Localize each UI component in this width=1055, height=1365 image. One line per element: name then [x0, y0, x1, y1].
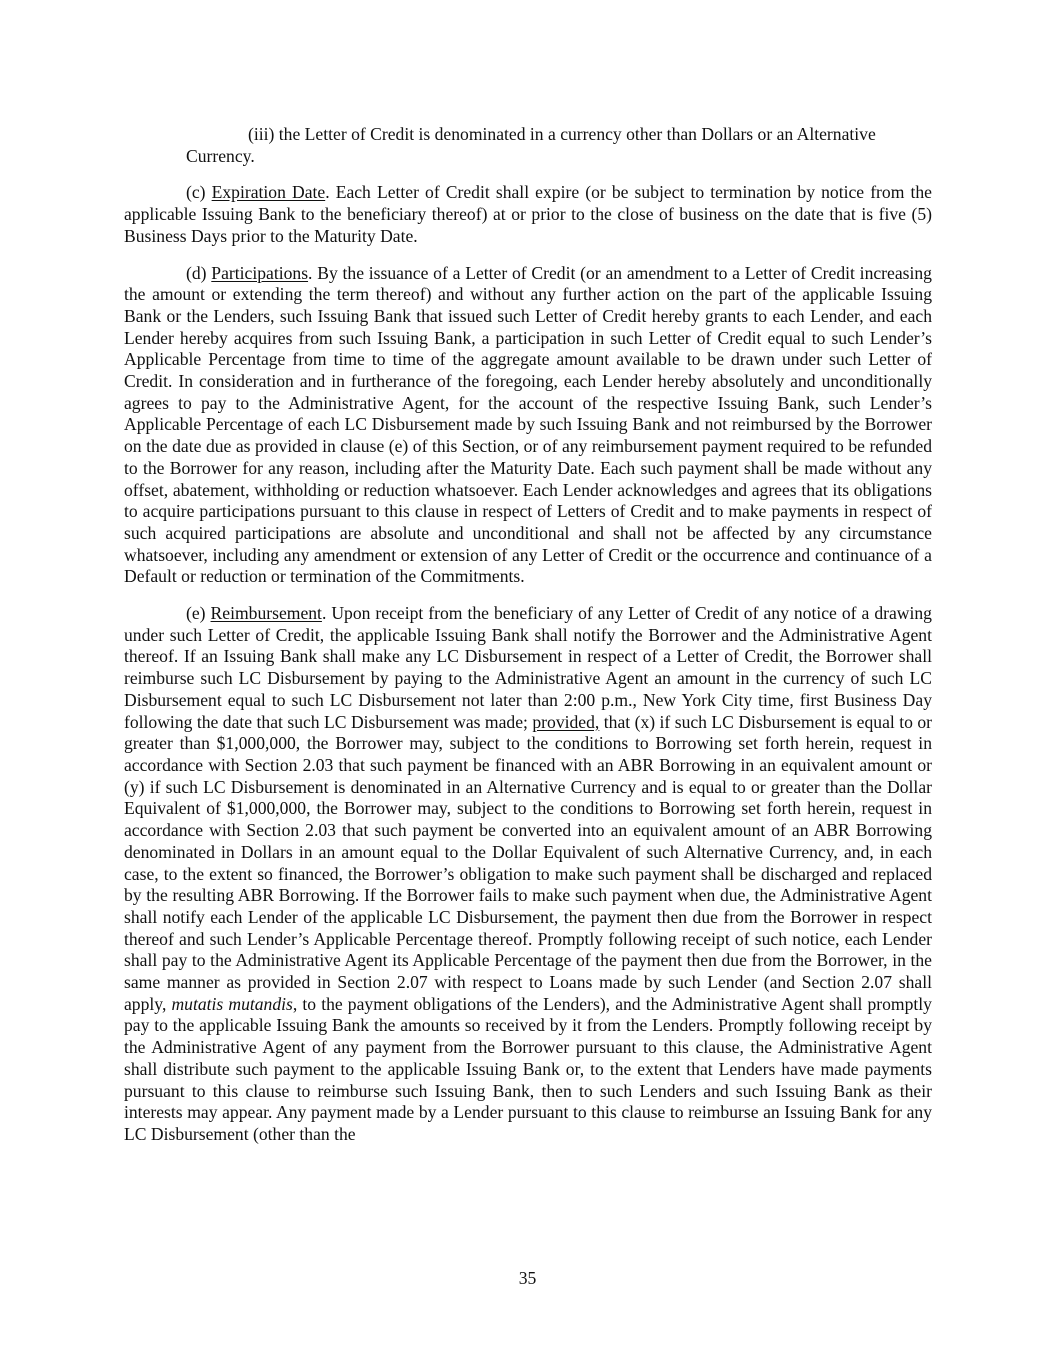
section-d-body: . By the issuance of a Letter of Credit (or an amendment to a Letter of Credit increasing the amount or extending the term thereof) and without any further action on the part of the applicable Issuing Bank or the Lenders, such Issuing Bank that issued such Letter of Credit hereby grants to each Lender, and each Lender hereby acquires from such Issuing Bank, a participation in such Letter of Credit equal to such Lender’s Applicable Percentage from time to time of the aggregate amount available to be drawn under such Letter of Credit. In consideration and in furtherance of the foregoing, each Lender hereby absolutely and unconditionally agrees to pay to the Administrative Agent, for the account of the respective Issuing Bank, such Lender’s Applicable Percentage of each LC Disbursement made by such Issuing Bank and not reimbursed by the Borrower on the date due as provided in clause (e) of this Section, or of any reimbursement payment required to be refunded to the Borrower for any reason, including after the Maturity Date. Each such payment shall be made without any offset, abatement, withholding or reduction whatsoever. Each Lender acknowledges and agrees that its obligations to acquire participations pursuant to this clause in respect of Letters of Credit and to make payments in respect of such acquired participations are absolute and unconditional and shall not be affected by any circumstance whatsoever, including any amendment or extension of any Letter of Credit or the occurrence and continuance of a Default or reduction or termination of the Commitments.	[124, 262, 932, 587]
clause-iii-text: (iii) the Letter of Credit is denominated in a currency other than Dollars or an Alternative Currency.	[186, 124, 876, 166]
section-d-participations	[124, 263, 932, 589]
section-c-body: . Each Letter of Credit shall expire (or be subject to termination by notice from the applicable Issuing Bank to the beneficiary thereof) at or prior to the close of business on the date that is five (5) Business Days prior to the Maturity Date.	[124, 182, 932, 246]
section-c-heading: Expiration Date	[211, 182, 326, 203]
section-d-heading: Participations	[211, 262, 309, 283]
section-e-body-2: that (x) if such LC Disbursement is equal to or greater than $1,000,000, the Borrower may, subject to the conditions to Borrowing set forth herein, request in accordance with Section 2.03 that such payment be financed with an ABR Borrowing in an equivalent amount or (y) if such LC Disbursement is denominated in an Alternative Currency and is equal to or greater than the Dollar Equivalent of $1,000,000, the Borrower may, subject to the conditions to Borrowing set forth herein, request in accordance with Section 2.03 that such payment be converted into an equivalent amount of an ABR Borrowing denominated in Dollars in an amount equal to the Dollar Equivalent of such Alternative Currency, and, in each case, to the extent so financed, the Borrower’s obligation to make such payment shall be discharged and replaced by the resulting ABR Borrowing. If the Borrower fails to make such payment when due, the Administrative Agent shall notify each Lender of the applicable LC Disbursement, the payment then due from the Borrower in respect thereof and such Lender’s Applicable Percentage thereof. Promptly following receipt of such notice, each Lender shall pay to the Administrative Agent its Applicable Percentage of the payment then due from the Borrower, in the same manner as provided in Section 2.07 with respect to Loans made by such Lender (and Section 2.07 shall apply,	[124, 711, 933, 1014]
clause-iii	[186, 124, 932, 167]
section-e-body-3: , to the payment obligations of the Lenders), and the Administrative Agent shall promptly pay to the applicable Issuing Bank the amounts so received by it from the Lenders. Promptly following receipt by the Administrative Agent of any payment from the Borrower pursuant to this clause, the Administrative Agent shall distribute such payment to the applicable Issuing Bank or, to the extent that Lenders have made payments pursuant to this clause to reimburse such Issuing Bank, then to such Lenders and such Issuing Bank as their interests may appear. Any payment made by a Lender pursuant to this clause to reimburse an Issuing Bank for any LC Disbursement (other than the	[124, 993, 932, 1144]
page-number: 35	[518, 1268, 537, 1288]
section-e-italic-term: mutatis mutandis	[171, 993, 293, 1014]
section-e-body-1: . Upon receipt from the beneficiary of any Letter of Credit of any notice of a drawing under such Letter of Credit, the applicable Issuing Bank shall notify the Borrower and the Administrative Agent thereof. If an Issuing Bank shall make any LC Disbursement in respect of a Letter of Credit, the Borrower shall reimburse such LC Disbursement by paying to the Administrative Agent an amount in the currency of such LC Disbursement equal to such LC Disbursement not later than 2:00 p.m., New York City time, first Business Day following the date that such LC Disbursement was made;	[124, 603, 932, 732]
section-e-heading: Reimbursement	[210, 603, 322, 624]
section-d-label: (d)	[186, 262, 212, 283]
section-e-reimbursement	[124, 603, 932, 1146]
section-c-label: (c)	[186, 182, 212, 203]
document-page	[124, 124, 932, 1146]
section-c-expiration-date	[124, 182, 932, 247]
section-e-provided: provided,	[532, 711, 600, 732]
section-e-label: (e)	[186, 603, 211, 624]
